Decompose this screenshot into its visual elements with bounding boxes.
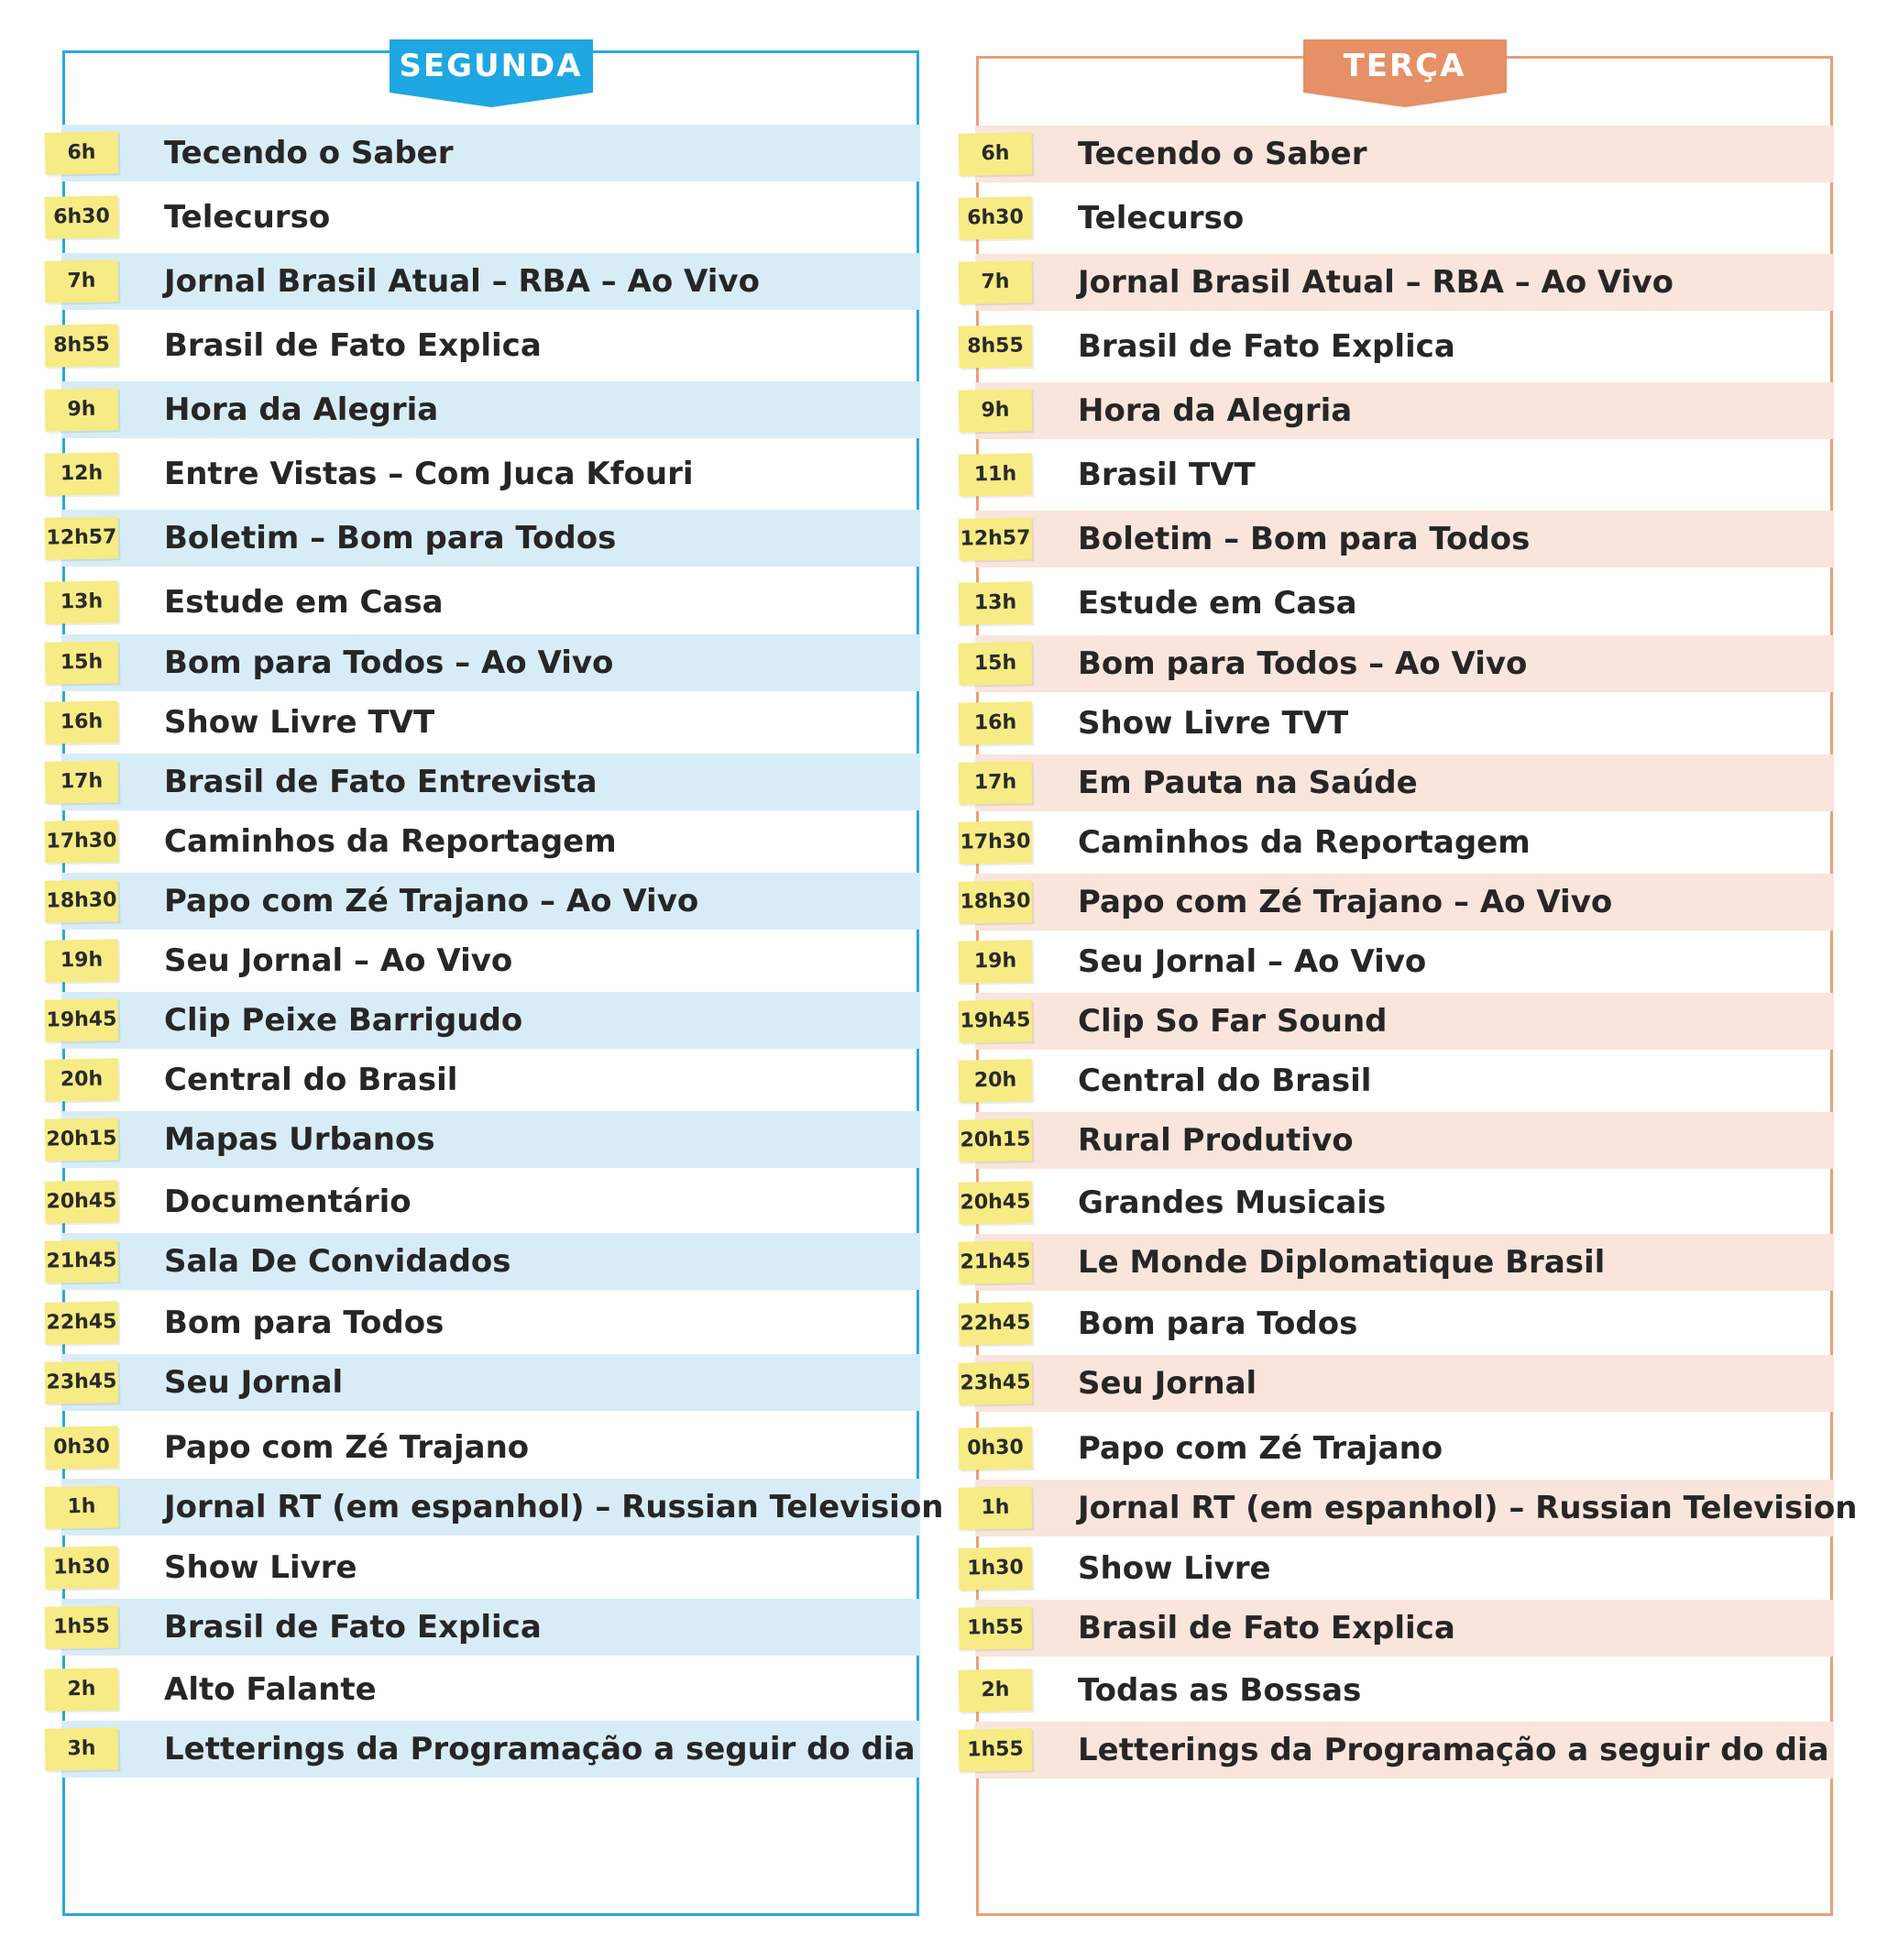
program-name: Seu Jornal (1078, 1365, 1257, 1402)
time-tag: 22h45 (959, 1302, 1033, 1345)
schedule-row (61, 932, 920, 989)
time-tag: 17h30 (959, 820, 1033, 864)
program-name: Le Monde Diplomatique Brasil (1078, 1244, 1606, 1281)
schedule-row (960, 1295, 1834, 1352)
program-name: Brasil de Fato Explica (164, 1609, 542, 1646)
program-name: Jornal Brasil Atual – RBA – Ao Vivo (1078, 264, 1674, 301)
program-name: Show Livre TVT (1078, 705, 1349, 742)
schedule-row (960, 814, 1834, 871)
schedule-row (61, 446, 920, 502)
program-name: Clip Peixe Barrigudo (164, 1002, 523, 1039)
schedule-row (975, 126, 1834, 182)
schedule-row (52, 1539, 920, 1596)
program-name: Tecendo o Saber (1078, 136, 1367, 172)
schedule-row (960, 1355, 1834, 1412)
program-name: Central do Brasil (1078, 1063, 1372, 1099)
time-tag: 21h45 (959, 1240, 1033, 1283)
time-tag: 2h (45, 1668, 119, 1711)
schedule-row (61, 381, 920, 438)
schedule-row (975, 754, 1834, 811)
segunda-title: SEGUNDA (390, 39, 593, 93)
time-tag: 22h45 (45, 1301, 119, 1344)
time-tag: 19h (45, 939, 119, 982)
time-tag: 1h30 (45, 1546, 119, 1589)
program-name: Mapas Urbanos (164, 1121, 435, 1158)
time-tag: 20h15 (959, 1118, 1033, 1162)
program-name: Telecurso (1078, 200, 1245, 237)
program-name: Boletim – Bom para Todos (1078, 521, 1531, 557)
schedule-row (61, 1661, 920, 1718)
program-name: Bom para Todos (164, 1305, 445, 1341)
terca-title: TERÇA (1303, 39, 1507, 93)
schedule-row (52, 1599, 920, 1656)
program-name: Show Livre TVT (164, 704, 435, 741)
time-tag: 15h (45, 641, 119, 684)
schedule-row (960, 993, 1834, 1050)
schedule-row (61, 125, 920, 182)
time-tag: 20h45 (959, 1181, 1033, 1224)
schedule-row (975, 575, 1834, 632)
program-name: Jornal RT (em espanhol) – Russian Television (164, 1489, 944, 1525)
program-name: Em Pauta na Saúde (1078, 765, 1418, 801)
schedule-row (52, 1419, 920, 1476)
program-name: Jornal RT (em espanhol) – Russian Television (1078, 1490, 1858, 1526)
schedule-row (46, 1354, 920, 1411)
time-tag: 13h (959, 581, 1033, 624)
schedule-row (966, 190, 1834, 247)
time-tag: 20h45 (45, 1180, 119, 1223)
schedule-row (61, 754, 920, 810)
program-name: Grandes Musicais (1078, 1184, 1387, 1221)
time-tag: 9h (45, 388, 119, 431)
time-tag: 19h45 (45, 998, 119, 1041)
program-name: Bom para Todos – Ao Vivo (1078, 645, 1528, 682)
schedule-row (975, 446, 1834, 503)
schedule-row (61, 1479, 944, 1536)
time-tag: 19h45 (959, 999, 1033, 1042)
program-name: Seu Jornal – Ao Vivo (1078, 943, 1427, 980)
program-name: Brasil TVT (1078, 457, 1256, 493)
program-name: Bom para Todos (1078, 1305, 1358, 1342)
schedule-row (46, 1233, 920, 1290)
program-name: Bom para Todos – Ao Vivo (164, 644, 614, 681)
program-name: Hora da Alegria (164, 391, 439, 428)
schedule-row (46, 1173, 920, 1230)
schedule-row (960, 511, 1834, 567)
time-tag: 1h (959, 1486, 1033, 1529)
program-name: Seu Jornal (164, 1364, 344, 1401)
schedule-row (46, 992, 920, 1049)
schedule-row (46, 1294, 920, 1351)
time-tag: 17h30 (45, 820, 119, 863)
time-tag: 11h (959, 453, 1033, 496)
schedule-row (966, 1722, 1834, 1778)
program-name: Entre Vistas – Com Juca Kfouri (164, 456, 694, 492)
time-tag: 6h30 (45, 195, 119, 238)
schedule-row (966, 318, 1834, 375)
schedule-row (960, 1112, 1834, 1169)
schedule-row (46, 813, 920, 870)
time-tag: 6h (959, 132, 1033, 175)
program-name: Documentário (164, 1184, 412, 1220)
schedule-row (52, 189, 920, 246)
program-name: Caminhos da Reportagem (164, 823, 617, 860)
program-name: Show Livre (164, 1549, 357, 1586)
program-name: Jornal Brasil Atual – RBA – Ao Vivo (164, 263, 760, 300)
program-name: Central do Brasil (164, 1062, 458, 1098)
schedule-row (46, 510, 920, 567)
time-tag: 20h15 (45, 1118, 119, 1161)
schedule-row (966, 1600, 1834, 1657)
program-name: Brasil de Fato Entrevista (164, 764, 598, 800)
schedule-row (46, 1111, 920, 1168)
program-name: Caminhos da Reportagem (1078, 824, 1531, 861)
time-tag: 20h (959, 1059, 1033, 1102)
time-tag: 16h (959, 701, 1033, 744)
schedule-row (966, 1420, 1834, 1477)
time-tag: 0h30 (45, 1426, 119, 1469)
time-tag: 8h55 (959, 325, 1033, 368)
program-name: Boletim – Bom para Todos (164, 520, 617, 556)
program-name: Rural Produtivo (1078, 1122, 1354, 1159)
time-tag: 0h30 (959, 1426, 1033, 1470)
program-name: Sala De Convidados (164, 1243, 511, 1280)
program-name: Brasil de Fato Explica (1078, 1610, 1455, 1646)
program-name: Show Livre (1078, 1550, 1271, 1587)
time-tag: 1h55 (45, 1605, 119, 1648)
schedule-row (975, 635, 1834, 692)
program-name: Papo com Zé Trajano – Ao Vivo (164, 883, 699, 919)
program-name: Seu Jornal – Ao Vivo (164, 942, 513, 979)
time-tag: 1h (45, 1485, 119, 1528)
program-name: Todas as Bossas (1078, 1672, 1362, 1709)
schedule-row (966, 1540, 1834, 1597)
schedule-row (975, 254, 1834, 311)
schedule-row (52, 317, 920, 374)
program-name: Estude em Casa (164, 584, 444, 621)
schedule-row (975, 1662, 1834, 1719)
time-tag: 23h45 (959, 1361, 1033, 1404)
schedule-row (61, 634, 920, 691)
schedule-row (960, 1174, 1834, 1231)
program-name: Brasil de Fato Explica (164, 327, 542, 364)
time-tag: 1h30 (959, 1547, 1033, 1590)
terca-panel (960, 48, 1858, 1916)
schedule-row (960, 874, 1834, 930)
schedule-row (975, 695, 1834, 752)
program-name: Telecurso (164, 199, 331, 236)
schedule-row (61, 1721, 920, 1778)
time-tag: 18h30 (45, 879, 119, 922)
time-tag: 7h (959, 260, 1033, 303)
schedule-row (61, 694, 920, 751)
time-tag: 19h (959, 940, 1033, 983)
time-tag: 9h (959, 389, 1033, 432)
time-tag: 8h55 (45, 324, 119, 367)
time-tag: 23h45 (45, 1360, 119, 1404)
time-tag: 1h55 (959, 1606, 1033, 1649)
time-tag: 3h (45, 1727, 119, 1770)
time-tag: 13h (45, 580, 119, 623)
program-name: Papo com Zé Trajano – Ao Vivo (1078, 884, 1613, 920)
schedule-row (975, 933, 1834, 990)
time-tag: 6h30 (959, 196, 1033, 239)
time-tag: 12h57 (45, 516, 119, 559)
program-name: Brasil de Fato Explica (1078, 328, 1455, 365)
program-name: Hora da Alegria (1078, 392, 1353, 429)
program-name: Letterings da Programação a seguir do dia (164, 1731, 916, 1767)
program-name: Papo com Zé Trajano (1078, 1430, 1443, 1467)
program-name: Letterings da Programação a seguir do dia (1078, 1732, 1829, 1768)
time-tag: 16h (45, 700, 119, 743)
time-tag: 2h (959, 1668, 1033, 1712)
time-tag: 17h (45, 760, 119, 803)
program-name: Papo com Zé Trajano (164, 1429, 530, 1466)
segunda-panel (46, 48, 944, 1916)
program-name: Alto Falante (164, 1671, 377, 1708)
schedule-row (46, 873, 920, 930)
time-tag: 7h (45, 259, 119, 303)
program-name: Tecendo o Saber (164, 135, 454, 171)
time-tag: 21h45 (45, 1239, 119, 1283)
time-tag: 1h55 (959, 1728, 1033, 1771)
schedule-row (61, 253, 920, 310)
time-tag: 12h (45, 452, 119, 495)
schedule-row (975, 382, 1834, 439)
schedule-row (61, 1052, 920, 1108)
time-tag: 12h57 (959, 517, 1033, 560)
program-name: Clip So Far Sound (1078, 1003, 1388, 1040)
time-tag: 17h (959, 761, 1033, 804)
time-tag: 18h30 (959, 880, 1033, 923)
program-name: Estude em Casa (1078, 585, 1357, 622)
schedule-row (975, 1480, 1858, 1536)
schedule-row (960, 1234, 1834, 1291)
schedule-row (61, 574, 920, 631)
time-tag: 6h (45, 131, 119, 174)
time-tag: 15h (959, 642, 1033, 685)
schedule-row (975, 1052, 1834, 1109)
time-tag: 20h (45, 1058, 119, 1101)
